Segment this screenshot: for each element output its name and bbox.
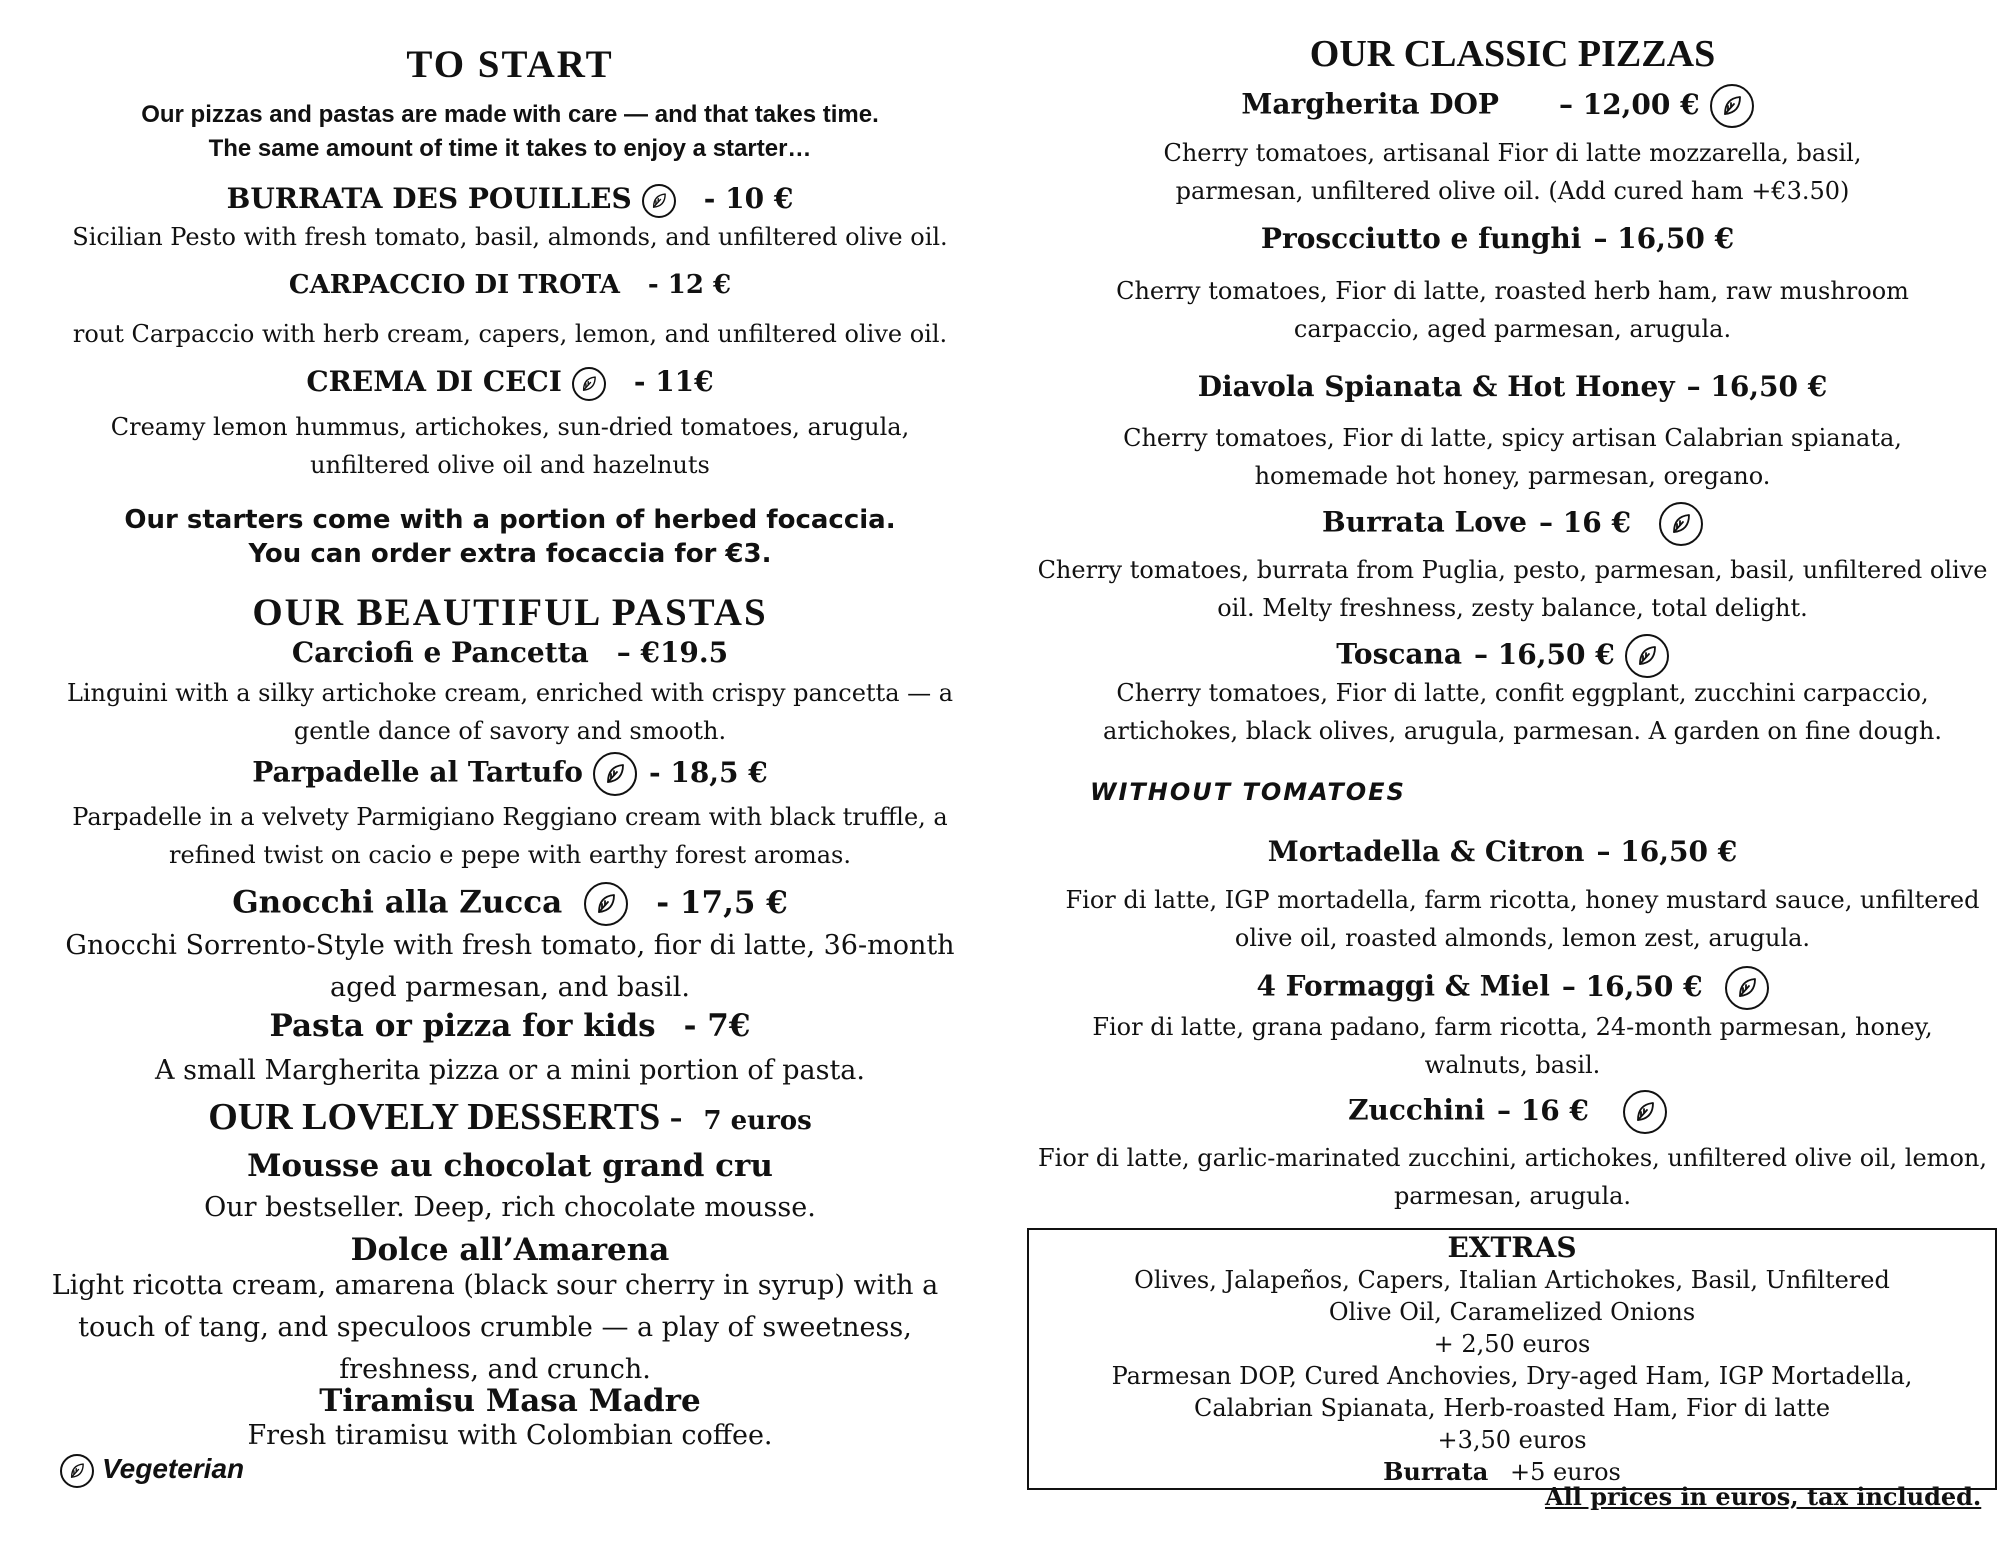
pizza-name: Proscciutto e funghi [1260, 222, 1582, 255]
pasta-price: – €19.5 [616, 636, 729, 669]
focaccia-note-2: You can order extra focaccia for €3. [248, 539, 772, 569]
extras-group-2: Parmesan DOP, Cured Anchovies, Dry-aged Ham, IGP Mortadella, Calabrian Spianata, Herb-roasted Ham, Fior di latte [1111, 1362, 1913, 1422]
pasta-price: - 18,5 € [648, 755, 768, 789]
vegetarian-leaf-icon [572, 367, 606, 401]
vegetarian-leaf-icon [593, 752, 637, 796]
pizza-name: Toscana [1336, 637, 1463, 671]
extras-burrata: Burrata [1383, 1457, 1489, 1486]
pasta-description: Parpadelle in a velvety Parmigiano Reggiano cream with black truffle, a refined twist on cacio e pepe with earthy forest aromas. [72, 803, 948, 869]
pizza-price: – 16,50 € [1474, 637, 1615, 671]
starter-title [40, 182, 980, 218]
pizza-title [995, 222, 2000, 255]
vegetarian-leaf-icon [1625, 634, 1669, 678]
kids-title [40, 1008, 980, 1044]
pizza-description: Cherry tomatoes, burrata from Puglia, pesto, parmesan, basil, unfiltered olive oil. Melty freshness, zesty balance, total delight. [1037, 556, 1988, 622]
pizza-name: Zucchini [1348, 1093, 1485, 1127]
pizza-title [1025, 966, 2000, 1010]
dessert-description: Fresh tiramisu with Colombian coffee. [247, 1420, 773, 1451]
dessert-name: Tiramisu Masa Madre [319, 1383, 701, 1419]
pizza-title [1005, 835, 2000, 868]
pizza-name: Diavola Spianata & Hot Honey [1197, 370, 1675, 403]
kids-price: - 7€ [683, 1008, 751, 1044]
pasta-name: Parpadelle al Tartufo [252, 755, 583, 789]
pasta-title [40, 636, 980, 669]
pizza-description: Cherry tomatoes, Fior di latte, roasted herb ham, raw mushroom carpaccio, aged parmesan, arugula. [1116, 277, 1909, 343]
pizza-description: Fior di latte, IGP mortadella, farm ricotta, honey mustard sauce, unfiltered olive oil, roasted almonds, lemon zest, arugula. [1065, 886, 1980, 952]
pizza-description: Fior di latte, grana padano, farm ricotta, 24-month parmesan, honey, walnuts, basil. [1092, 1013, 1933, 1079]
extras-price-1: + 2,50 euros [1433, 1330, 1591, 1358]
pizza-price: – 16,50 € [1561, 969, 1703, 1003]
vegetarian-leaf-icon [60, 1454, 94, 1488]
dessert-price: 7 euros [703, 1106, 812, 1136]
pizza-title [995, 84, 2000, 128]
without-tomatoes-heading: WITHOUT TOMATOES [1090, 778, 1406, 806]
starter-name: CARPACCIO DI TROTA [288, 270, 620, 300]
vegetarian-leaf-icon [1725, 966, 1769, 1010]
intro-line-2: The same amount of time it takes to enjoy a starter… [208, 135, 812, 162]
starter-description: Sicilian Pesto with fresh tomato, basil, almonds, and unfiltered olive oil. [72, 223, 948, 251]
pasta-description: Gnocchi Sorrento-Style with fresh tomato, fior di latte, 36-month aged parmesan, and basil. [65, 930, 955, 1003]
starter-price: - 12 € [647, 270, 732, 300]
legend-label: Vegeterian [102, 1453, 245, 1484]
pizza-title [1025, 370, 2000, 403]
pizza-description: Cherry tomatoes, artisanal Fior di latte mozzarella, basil, parmesan, unfiltered olive oil. (Add cured ham +€3.50) [1163, 139, 1862, 205]
pasta-title [40, 882, 980, 926]
pizza-description: Fior di latte, garlic-marinated zucchini, artichokes, unfiltered olive oil, lemon, parmesan, arugula. [1038, 1144, 1987, 1210]
dessert-name: Dolce all’Amarena [350, 1232, 670, 1268]
section-title-pastas: OUR BEAUTIFUL PASTAS [252, 591, 768, 634]
kids-name: Pasta or pizza for kids [269, 1008, 656, 1044]
pizza-name: Mortadella & Citron [1267, 835, 1585, 868]
pasta-price: - 17,5 € [656, 884, 788, 921]
pizza-name: Margherita DOP [1241, 87, 1499, 121]
pizza-price: – 16 € [1496, 1093, 1589, 1127]
extras-price-2: +3,50 euros [1437, 1426, 1587, 1454]
kids-description: A small Margherita pizza or a mini portion of pasta. [155, 1055, 865, 1086]
pizza-price: – 16,50 € [1596, 835, 1738, 868]
pasta-description: Linguini with a silky artichoke cream, enriched with crispy pancetta — a gentle dance of savory and smooth. [66, 679, 954, 745]
dessert-heading: OUR LOVELY DESSERTS - [208, 1096, 683, 1138]
vegetarian-leaf-icon [642, 184, 676, 218]
pasta-title [40, 752, 980, 796]
vegetarian-leaf-icon [1659, 502, 1703, 546]
vegetarian-leaf-icon [1710, 84, 1754, 128]
extras-box [1027, 1228, 1997, 1490]
pizza-price: – 16 € [1539, 505, 1631, 539]
section-title-desserts [40, 1095, 980, 1139]
pasta-name: Carciofi e Pancetta [291, 636, 589, 669]
section-title-start: TO START [406, 43, 614, 86]
pizza-description: Cherry tomatoes, Fior di latte, spicy artisan Calabrian spianata, homemade hot honey, parmesan, oregano. [1123, 424, 1902, 490]
starter-name: CREMA DI CECI [306, 365, 562, 398]
pizza-title [1005, 634, 2000, 678]
starter-name: BURRATA DES POUILLES [226, 182, 632, 215]
pizza-name: Burrata Love [1322, 505, 1527, 539]
starter-price: - 11€ [633, 365, 714, 398]
vegetarian-legend [60, 1453, 244, 1488]
focaccia-note-1: Our starters come with a portion of herbed focaccia. [124, 505, 896, 535]
pizza-name: 4 Formaggi & Miel [1256, 969, 1550, 1003]
pizza-price: – 16,50 € [1686, 370, 1828, 403]
extras-burrata-price: +5 euros [1509, 1458, 1621, 1486]
pizza-price: – 16,50 € [1593, 222, 1735, 255]
starter-price: - 10 € [703, 182, 794, 215]
starter-description: Creamy lemon hummus, artichokes, sun-dried tomatoes, arugula, unfiltered olive oil and hazelnuts [110, 413, 910, 479]
price-footnote: All prices in euros, tax included. [1545, 1482, 1982, 1511]
pizza-title [1015, 1090, 2000, 1134]
pasta-name: Gnocchi alla Zucca [232, 884, 563, 921]
pizza-price: – 12,00 € [1558, 87, 1700, 121]
extras-group-1: Olives, Jalapeños, Capers, Italian Artichokes, Basil, Unfiltered Olive Oil, Caramelized Onions [1134, 1266, 1890, 1326]
pizza-description: Cherry tomatoes, Fior di latte, confit eggplant, zucchini carpaccio, artichokes, black olives, arugula, parmesan. A garden on fine dough. [1103, 679, 1942, 745]
dessert-description: Light ricotta cream, amarena (black sour cherry in syrup) with a touch of tang, and speculoos crumble — a play of sweetness, freshness, and crunch. [51, 1270, 939, 1385]
pizza-title [1025, 502, 2000, 546]
vegetarian-leaf-icon [584, 882, 628, 926]
intro-line-1: Our pizzas and pastas are made with care — and that takes time. [141, 101, 879, 128]
starter-description: rout Carpaccio with herb cream, capers, lemon, and unfiltered olive oil. [72, 320, 948, 348]
vegetarian-leaf-icon [1623, 1090, 1667, 1134]
extras-title: EXTRAS [1447, 1231, 1577, 1264]
dessert-description: Our bestseller. Deep, rich chocolate mousse. [204, 1192, 816, 1223]
section-title-pizzas: OUR CLASSIC PIZZAS [1309, 33, 1716, 75]
starter-title [40, 270, 980, 300]
starter-title [40, 365, 980, 401]
dessert-name: Mousse au chocolat grand cru [247, 1148, 773, 1184]
